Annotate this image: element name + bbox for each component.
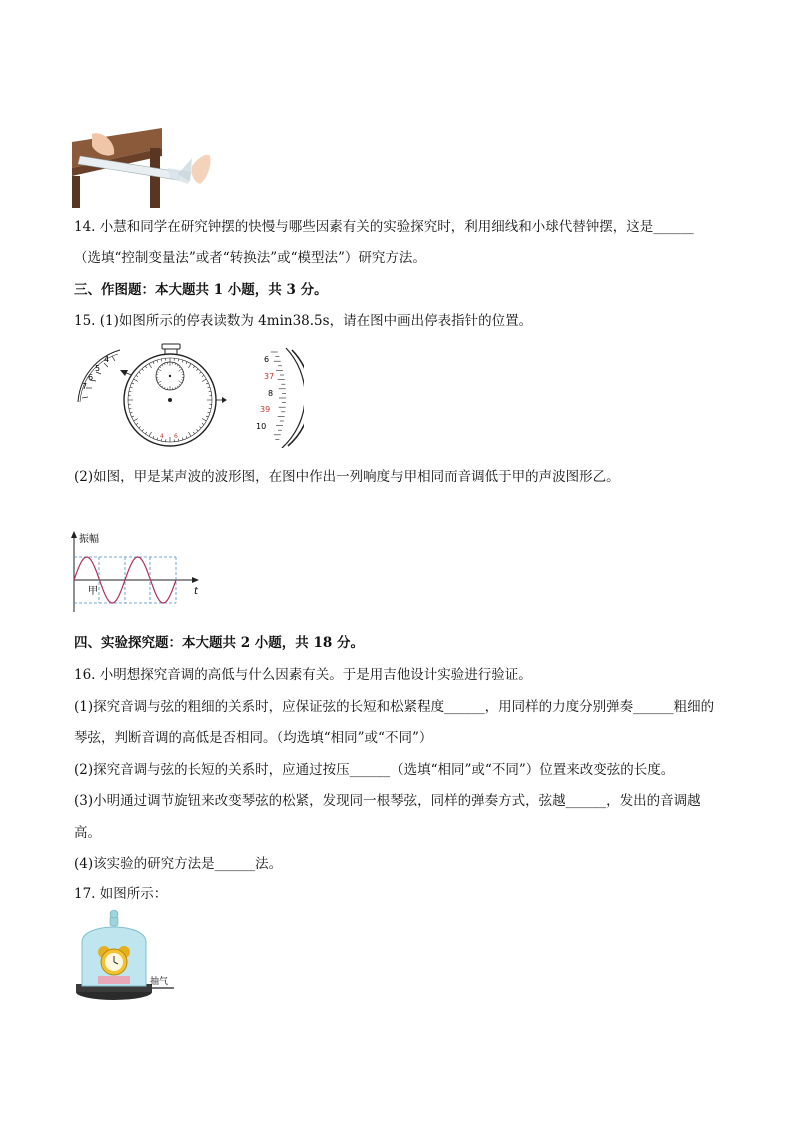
right-scale-label-2: 37 xyxy=(264,372,275,381)
left-scale-label-1: 4 xyxy=(104,355,110,364)
q16-p1b: 琴弦，判断音调的高低是否相同。（均选填“相同”或“不同”） xyxy=(74,730,433,746)
section3-heading: 三、作图题：本大题共 1 小题，共 3 分。 xyxy=(74,282,328,298)
q14-line1: 14. 小慧和同学在研究钟摆的快慢与哪些因素有关的实验探究时，利用细线和小球代替钟摆，这是______ xyxy=(74,219,694,235)
q15-part1: 15. (1)如图所示的停表读数为 4min38.5s，请在图中画出停表指针的位置。 xyxy=(74,313,533,329)
left-scale-label-2: 5 xyxy=(95,364,101,373)
section4-heading: 四、实验探究题：本大题共 2 小题，共 18 分。 xyxy=(74,635,364,651)
q15-part2: (2)如图，甲是某声波的波形图，在图中作出一列响度与甲相同而音调低于甲的声波图形乙。 xyxy=(74,469,620,485)
q16-intro: 16. 小明想探究音调的高低与什么因素有关。于是用吉他设计实验进行验证。 xyxy=(74,667,532,683)
ruler-table-figure xyxy=(72,128,222,208)
right-scale-label-4: 39 xyxy=(260,405,271,414)
wave-figure xyxy=(66,530,206,616)
q16-p3a: (3)小明通过调节旋钮来改变琴弦的松紧，发现同一根琴弦，同样的弹奏方式，弦越______，发出的音调越 xyxy=(74,793,701,809)
left-scale-label-3: 6 xyxy=(88,373,94,382)
q16-p4: (4)该实验的研究方法是______法。 xyxy=(74,856,283,872)
q16-p3b: 高。 xyxy=(74,825,101,841)
pump-label: 抽气 xyxy=(150,977,169,987)
wave-y-label: 振幅 xyxy=(79,534,99,545)
svg-text:4: 4 xyxy=(160,433,164,440)
wave-name-label: 甲 xyxy=(88,586,98,597)
bell-jar-figure xyxy=(74,908,178,1004)
right-scale-label-3: 8 xyxy=(268,389,274,398)
stopwatch-figure xyxy=(74,342,304,448)
wave-x-label: t xyxy=(194,586,198,597)
q17-intro: 17. 如图所示： xyxy=(74,886,168,902)
q14-line2: （选填“控制变量法”或者“转换法”或“模型法”）研究方法。 xyxy=(74,250,426,266)
left-scale-label-4: 7 xyxy=(82,382,88,391)
q16-p1a: (1)探究音调与弦的粗细的关系时，应保证弦的长短和松紧程度______，用同样的力度分别弹奏______粗细的 xyxy=(74,699,715,715)
right-scale-label-5: 10 xyxy=(256,422,267,431)
q16-p2: (2)探究音调与弦的长短的关系时，应通过按压______（选填“相同”或“不同”）位置来改变弦的长度。 xyxy=(74,762,675,778)
right-scale-label-1: 6 xyxy=(264,355,270,364)
svg-text:6: 6 xyxy=(174,433,178,440)
